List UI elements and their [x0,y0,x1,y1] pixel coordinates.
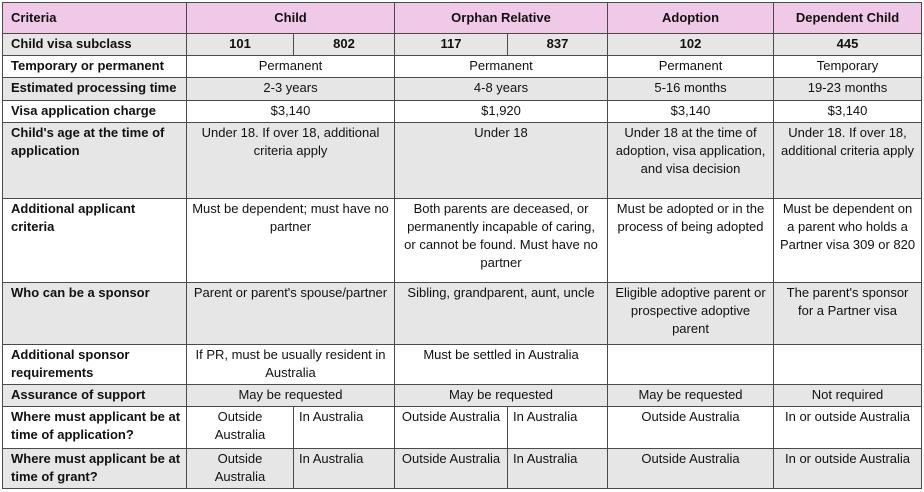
applicant-row [3,199,922,283]
where-grant-orphan-117: Outside Australia [395,448,508,488]
temporary-adoption: Permanent [608,56,774,78]
sponsor-row [3,282,922,344]
assurance-dependent: Not required [774,385,922,407]
subclass-row [3,34,922,56]
sponsor-dependent: The parent's sponsor for a Partner visa [774,282,922,344]
age-orphan: Under 18 [395,122,608,198]
subclass-adoption-102: 102 [608,34,774,56]
processing-child: 2-3 years [187,78,395,100]
sponsor-req-child: If PR, must be usually resident in Australia [187,345,395,385]
assurance-label: Assurance of support [3,385,187,407]
charge-row [3,100,922,122]
subclass-label: Child visa subclass [3,34,187,56]
where-application-dependent: In or outside Australia [774,407,922,448]
header-adoption: Adoption [608,3,774,34]
sponsor-req-label: Additional sponsor requirements [3,345,187,385]
where-application-child-101: Outside Australia [187,407,294,448]
subclass-orphan-837: 837 [508,34,608,56]
assurance-orphan: May be requested [395,385,608,407]
where-grant-child-802: In Australia [294,448,395,488]
where-grant-row [3,448,922,488]
processing-adoption: 5-16 months [608,78,774,100]
assurance-adoption: May be requested [608,385,774,407]
where-grant-label: Where must applicant be at time of grant? [3,448,187,488]
applicant-child: Must be dependent; must have no partner [187,199,395,283]
subclass-child-802: 802 [294,34,395,56]
processing-dependent: 19-23 months [774,78,922,100]
subclass-orphan-117: 117 [395,34,508,56]
sponsor-child: Parent or parent's spouse/partner [187,282,395,344]
where-grant-adoption: Outside Australia [608,448,774,488]
sponsor-req-dependent [774,345,922,385]
applicant-label: Additional applicant criteria [3,199,187,283]
where-grant-orphan-837: In Australia [508,448,608,488]
header-orphan-relative: Orphan Relative [395,3,608,34]
where-application-orphan-837: In Australia [508,407,608,448]
header-dependent-child: Dependent Child [774,3,922,34]
temporary-label: Temporary or permanent [3,56,187,78]
where-application-label: Where must applicant be at time of application? [3,407,187,448]
charge-adoption: $3,140 [608,100,774,122]
sponsor-adoption: Eligible adoptive parent or prospective adoptive parent [608,282,774,344]
temporary-child: Permanent [187,56,395,78]
processing-label: Estimated processing time [3,78,187,100]
temporary-dependent: Temporary [774,56,922,78]
header-row [3,3,922,34]
charge-orphan: $1,920 [395,100,608,122]
charge-child: $3,140 [187,100,395,122]
header-criteria: Criteria [3,3,187,34]
charge-label: Visa application charge [3,100,187,122]
sponsor-orphan: Sibling, grandparent, aunt, uncle [395,282,608,344]
temporary-orphan: Permanent [395,56,608,78]
sponsor-req-adoption [608,345,774,385]
where-application-child-802: In Australia [294,407,395,448]
where-application-adoption: Outside Australia [608,407,774,448]
sponsor-label: Who can be a sponsor [3,282,187,344]
temporary-row [3,56,922,78]
age-label: Child's age at the time of application [3,122,187,198]
where-grant-dependent: In or outside Australia [774,448,922,488]
sponsor-req-row [3,345,922,385]
age-adoption: Under 18 at the time of adoption, visa application, and visa decision [608,122,774,198]
where-application-row [3,407,922,448]
assurance-child: May be requested [187,385,395,407]
age-dependent: Under 18. If over 18, additional criteria apply [774,122,922,198]
subclass-dependent-445: 445 [774,34,922,56]
applicant-orphan: Both parents are deceased, or permanently incapable of caring, or cannot be found. Must have no partner [395,199,608,283]
applicant-dependent: Must be dependent on a parent who holds a Partner visa 309 or 820 [774,199,922,283]
where-application-orphan-117: Outside Australia [395,407,508,448]
header-child: Child [187,3,395,34]
applicant-adoption: Must be adopted or in the process of being adopted [608,199,774,283]
sponsor-req-orphan: Must be settled in Australia [395,345,608,385]
where-grant-child-101: Outside Australia [187,448,294,488]
processing-orphan: 4-8 years [395,78,608,100]
charge-dependent: $3,140 [774,100,922,122]
subclass-child-101: 101 [187,34,294,56]
assurance-row [3,385,922,407]
age-row [3,122,922,198]
age-child: Under 18. If over 18, additional criteria apply [187,122,395,198]
visa-comparison-table [2,2,922,489]
processing-row [3,78,922,100]
